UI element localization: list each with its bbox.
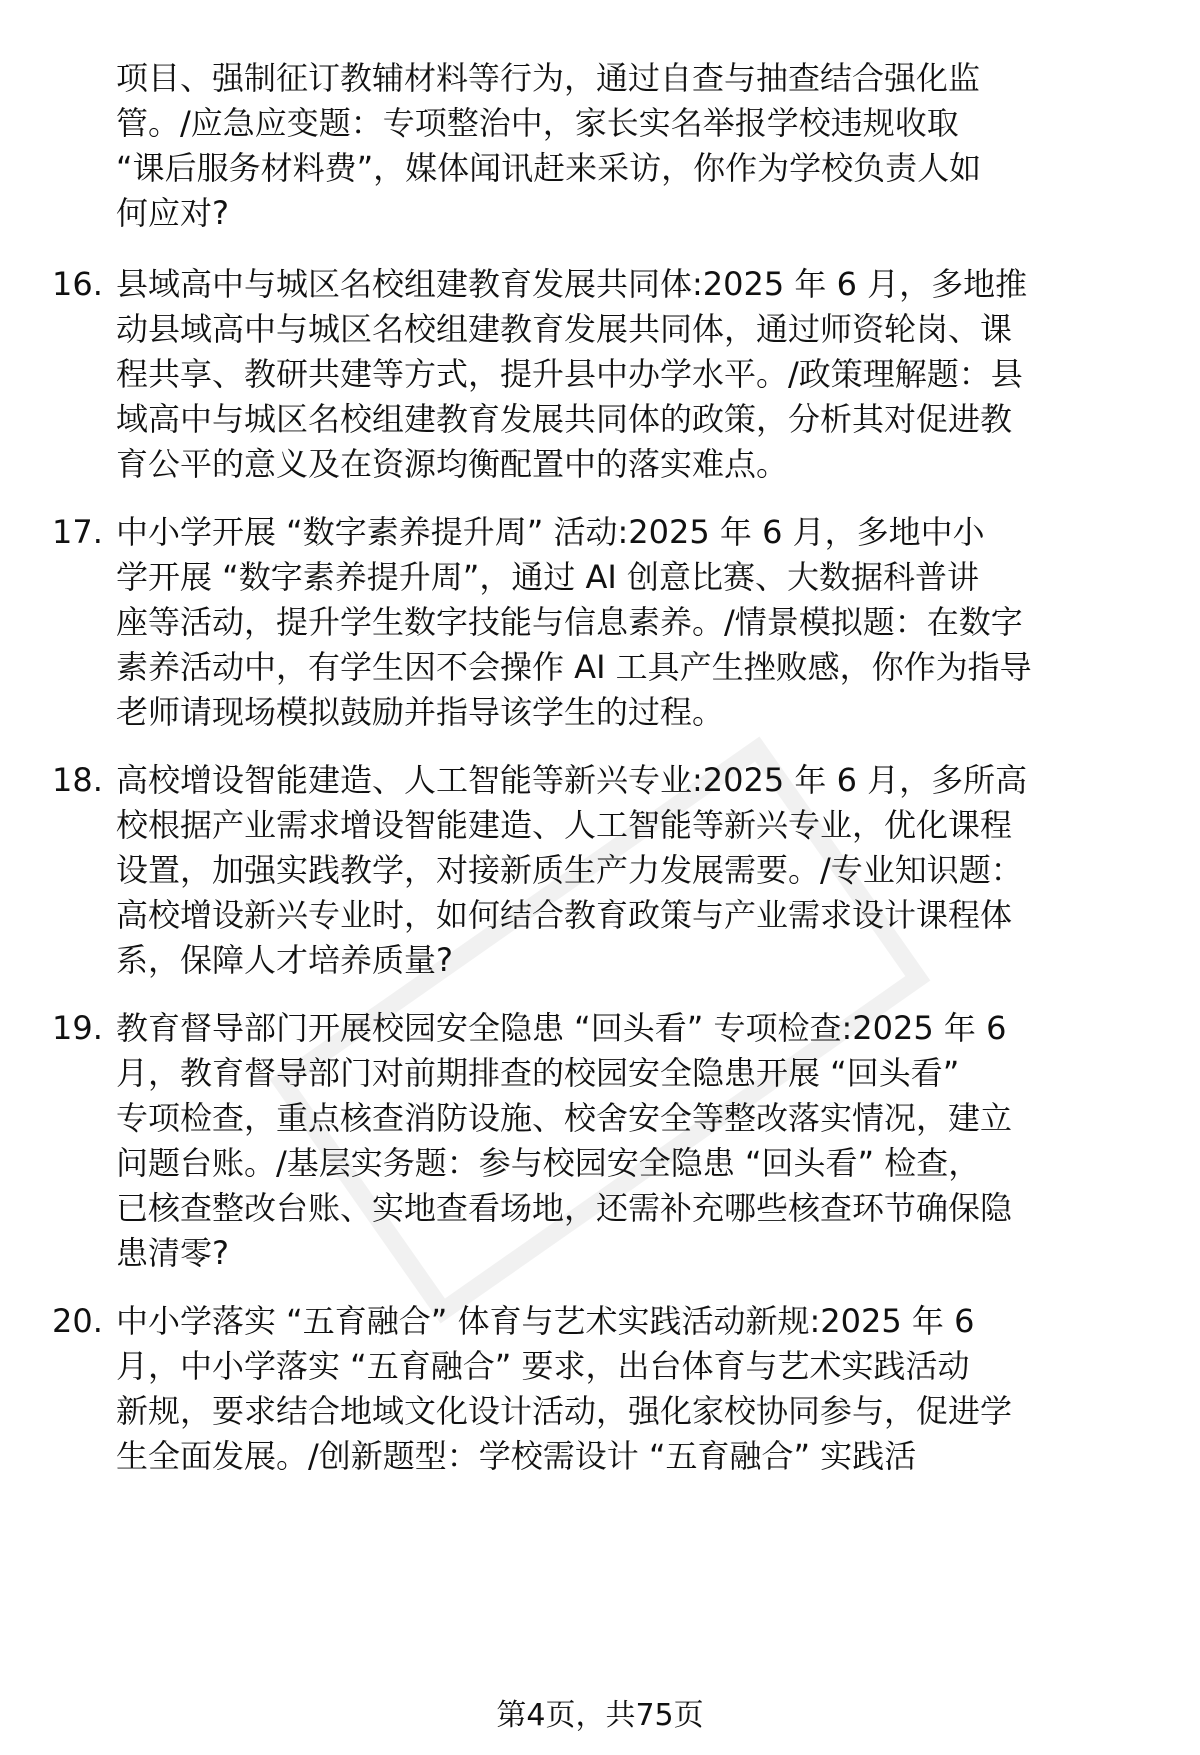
item-number: 20. (52, 1302, 103, 1340)
item-line: 设置，加强实践教学，对接新质生产力发展需要。/专业知识题： (116, 851, 1023, 889)
item-line: 学开展 “数字素养提升周”，通过 AI 创意比赛、大数据科普讲 (116, 558, 980, 596)
item-line: 中小学落实 “五育融合” 体育与艺术实践活动新规:2025 年 6 (116, 1302, 975, 1340)
item-line: 素养活动中，有学生因不会操作 AI 工具产生挫败感，你作为指导 (116, 648, 1032, 686)
item-line: 域高中与城区名校组建教育发展共同体的政策，分析其对促进教 (116, 400, 1013, 438)
item-line: 中小学开展 “数字素养提升周” 活动:2025 年 6 月，多地中小 (116, 513, 985, 551)
item-line: 月，中小学落实 “五育融合” 要求，出台体育与艺术实践活动 (116, 1347, 970, 1385)
paragraph-line: 管。/应急应变题：专项整治中，家长实名举报学校违规收取 (116, 104, 959, 142)
item-line: 新规，要求结合地域文化设计活动，强化家校协同参与，促进学 (116, 1392, 1013, 1430)
paragraph-line: “课后服务材料费”，媒体闻讯赶来采访，你作为学校负责人如 (116, 149, 982, 187)
item-line: 动县域高中与城区名校组建教育发展共同体，通过师资轮岗、课 (116, 310, 1013, 348)
item-line: 座等活动，提升学生数字技能与信息素养。/情景模拟题：在数字 (116, 603, 1023, 641)
item-line: 教育督导部门开展校园安全隐患 “回头看” 专项检查:2025 年 6 (116, 1009, 1007, 1047)
item-line: 县域高中与城区名校组建教育发展共同体:2025 年 6 月，多地推 (116, 265, 1028, 303)
item-number: 18. (52, 761, 103, 799)
item-line: 问题台账。/基层实务题：参与校园安全隐患 “回头看” 检查， (116, 1144, 981, 1182)
item-line: 程共享、教研共建等方式，提升县中办学水平。/政策理解题：县 (116, 355, 1023, 393)
item-number: 19. (52, 1009, 103, 1047)
item-line: 患清零? (116, 1234, 229, 1272)
item-line: 老师请现场模拟鼓励并指导该学生的过程。 (116, 693, 725, 731)
item-line: 高校增设智能建造、人工智能等新兴专业:2025 年 6 月，多所高 (116, 761, 1028, 799)
item-line: 系，保障人才培养质量? (116, 941, 453, 979)
item-line: 月，教育督导部门对前期排查的校园安全隐患开展 “回头看” (116, 1054, 960, 1092)
paragraph-line: 项目、强制征订教辅材料等行为，通过自查与抽查结合强化监 (116, 59, 981, 97)
item-line: 高校增设新兴专业时，如何结合教育政策与产业需求设计课程体 (116, 896, 1013, 934)
item-line: 专项检查，重点核查消防设施、校舍安全等整改落实情况，建立 (116, 1099, 1013, 1137)
item-line: 已核查整改台账、实地查看场地，还需补充哪些核查环节确保隐 (116, 1189, 1013, 1227)
item-number: 17. (52, 513, 103, 551)
item-line: 育公平的意义及在资源均衡配置中的落实难点。 (116, 445, 789, 483)
page-number-footer: 第4页，共75页 (496, 1698, 704, 1733)
paragraph-line: 何应对? (116, 194, 229, 232)
item-line: 校根据产业需求增设智能建造、人工智能等新兴专业，优化课程 (116, 806, 1013, 844)
item-line: 生全面发展。/创新题型：学校需设计 “五育融合” 实践活 (116, 1437, 917, 1475)
item-number: 16. (52, 265, 103, 303)
